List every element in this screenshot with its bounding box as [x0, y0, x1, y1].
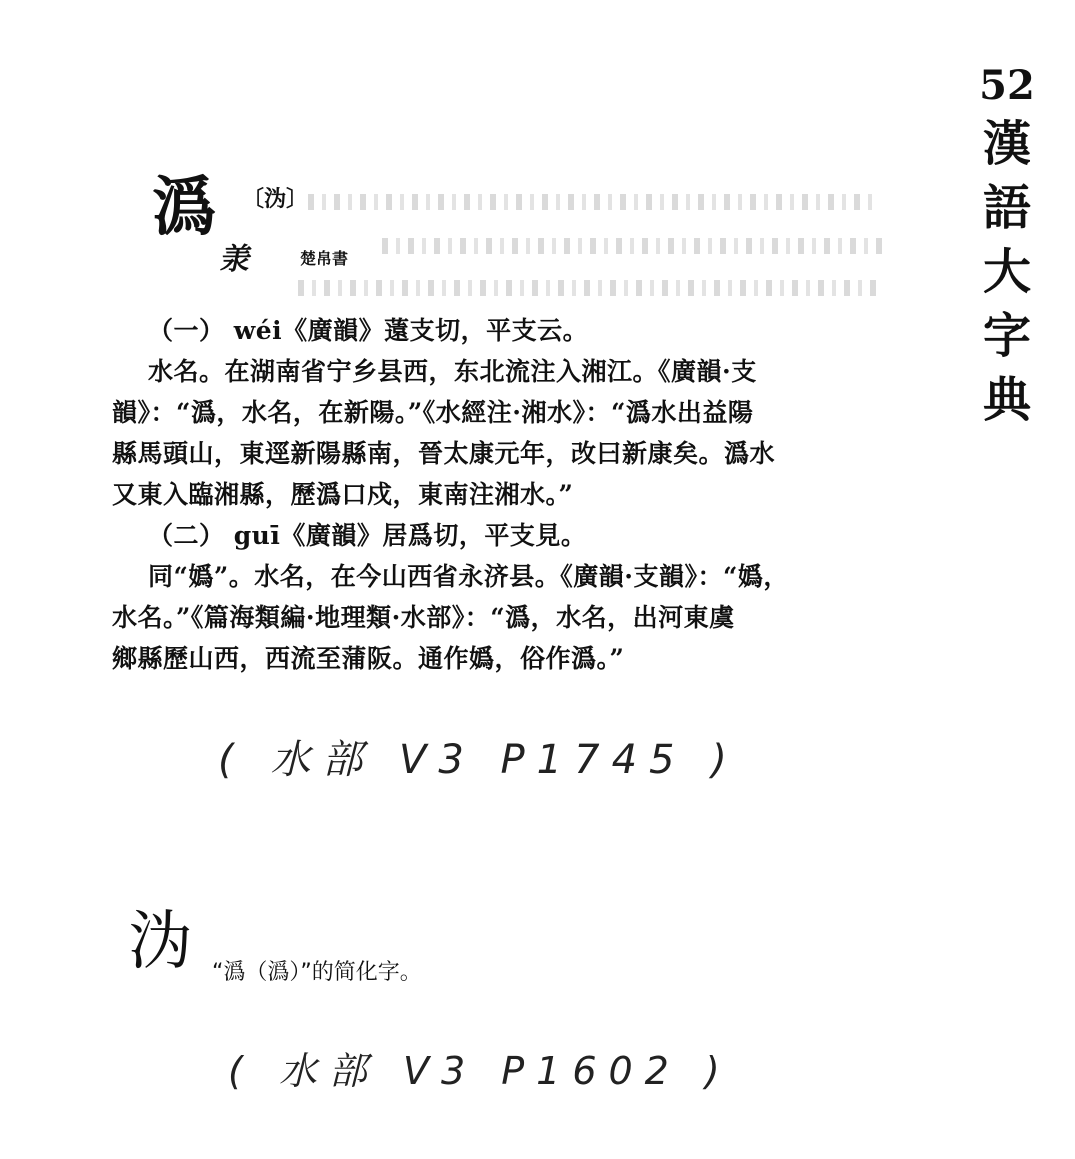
entry-line: 又東入臨湘縣，歷潙口戍，東南注湘水。” [112, 480, 574, 509]
entry-line: 鄉縣歷山西，西流至蒲阪。通作嬀，俗作潙。” [112, 644, 625, 673]
entry-line: 韻》：“潙，水名，在新陽。”《水經注·湘水》：“潙水出益陽 [112, 398, 754, 427]
bleed-through-noise [298, 280, 878, 296]
dictionary-title: 漢語大字典 [982, 116, 1031, 428]
seal-script-glyph: 𣴎 [217, 242, 255, 277]
entry-line: 水名。在湖南省宁乡县西，东北流注入湘江。《廣韻·支 [148, 357, 757, 386]
simplified-head-character: 沩 [128, 905, 192, 979]
volume-side-label [972, 62, 1042, 432]
head-character: 潙 [152, 170, 216, 245]
seal-script-source: 楚帛書 [300, 249, 349, 268]
entry-line: 縣馬頭山，東逕新陽縣南，晉太康元年，改曰新康矣。潙水 [112, 439, 776, 468]
sense-two-header: （二） guī《廣韻》居爲切，平支見。 [148, 521, 587, 550]
handwritten-reference: ( 水部 V3 P1602 ) [228, 1049, 732, 1093]
entry-line: 同“嬀”。水名，在今山西省永济县。《廣韻·支韻》：“嬀， [148, 562, 789, 591]
handwritten-reference: ( 水部 V3 P1745 ) [218, 737, 739, 783]
page-number: 52 [979, 62, 1035, 109]
entry-body [112, 310, 887, 679]
dictionary-entry-wei [112, 168, 887, 688]
entry-line: 水名。”《篇海類編·地理類·水部》：“潙，水名，出河東虞 [112, 603, 735, 632]
simplified-definition: “潙（潙）”的简化字。 [212, 960, 422, 985]
bleed-through-noise [382, 238, 882, 254]
bleed-through-noise [308, 194, 878, 210]
simplified-variant: 〔沩〕 [242, 186, 309, 212]
sense-one-header: （一） wéi《廣韻》薳支切，平支云。 [148, 316, 589, 345]
